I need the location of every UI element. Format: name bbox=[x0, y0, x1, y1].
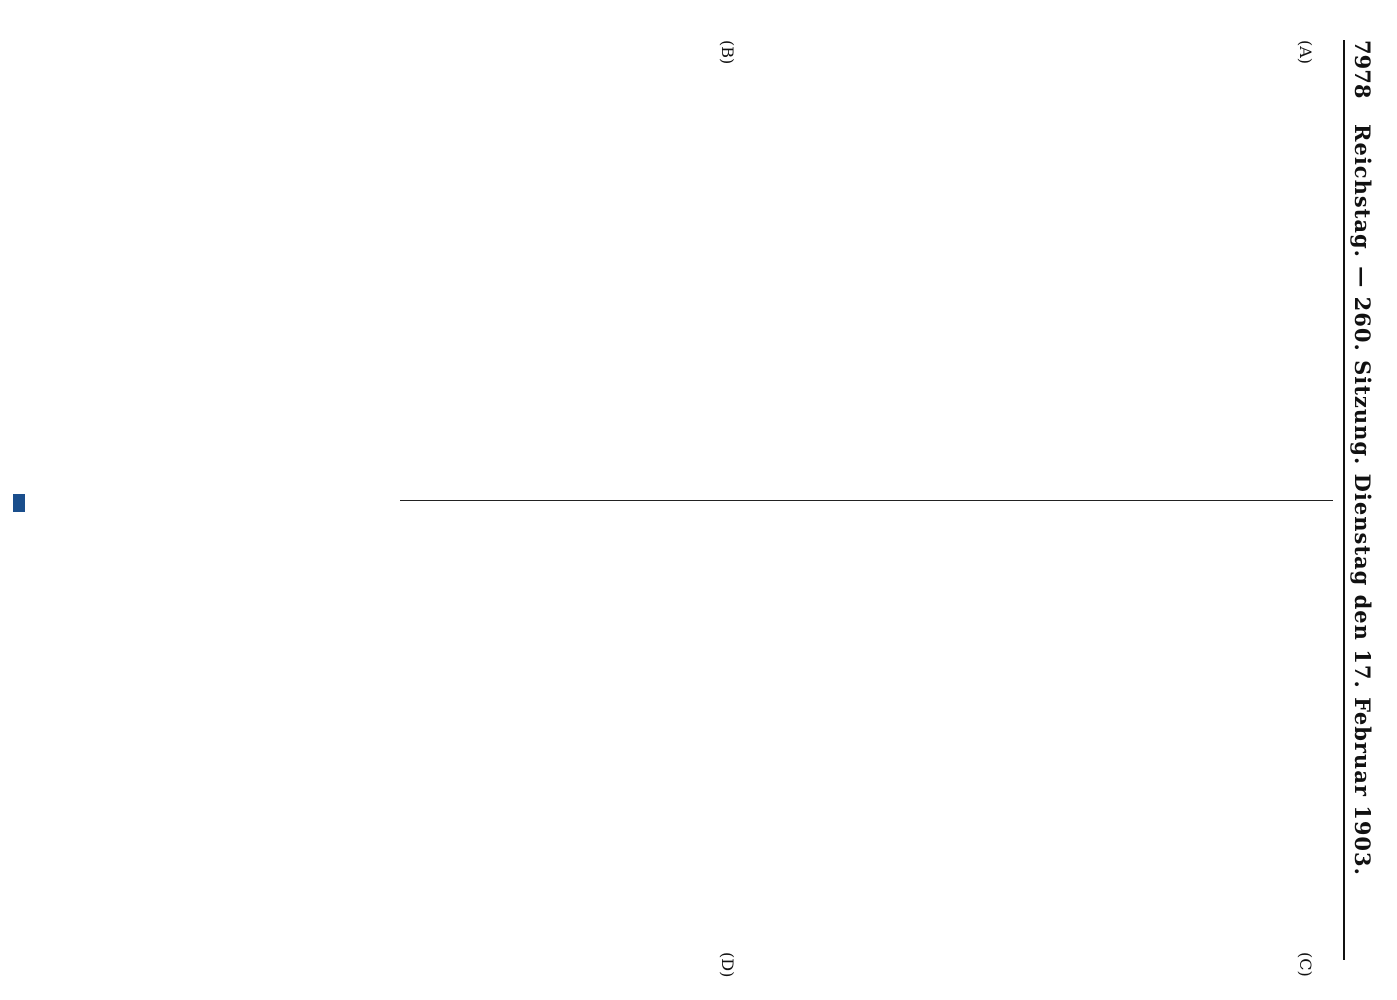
margin-marker-c: (C) bbox=[1296, 952, 1315, 977]
page-header bbox=[1343, 40, 1379, 960]
dfg-logo bbox=[13, 494, 25, 512]
table-cell bbox=[1151, 604, 1171, 638]
body-paragraph bbox=[1154, 90, 1175, 498]
body-paragraph bbox=[1109, 90, 1130, 498]
table-row bbox=[1151, 570, 1171, 672]
body-paragraph bbox=[1290, 510, 1311, 918]
body-paragraph bbox=[1199, 510, 1220, 918]
body-paragraph bbox=[1132, 90, 1153, 498]
statistics-table-wrapper bbox=[1111, 510, 1171, 918]
body-paragraph bbox=[1177, 510, 1198, 918]
page-title: Reichstag. — 260. Sitzung. Dienstag den 17. Februar 1903. bbox=[1350, 124, 1375, 876]
list-item bbox=[1222, 510, 1243, 918]
body-paragraph bbox=[1267, 90, 1288, 498]
table-cell bbox=[1111, 604, 1131, 638]
list-item bbox=[1245, 510, 1266, 918]
margin-marker-d: (D) bbox=[718, 952, 737, 978]
margin-marker-a: (A) bbox=[1296, 40, 1315, 65]
body-paragraph bbox=[1177, 90, 1198, 498]
right-text-column bbox=[30, 510, 1333, 918]
table-row bbox=[1111, 570, 1131, 672]
table-cell bbox=[1111, 638, 1131, 672]
column-divider bbox=[400, 500, 1333, 501]
table-cell bbox=[1131, 570, 1151, 604]
body-paragraph bbox=[1062, 510, 1083, 918]
list-item bbox=[1267, 510, 1288, 918]
body-paragraph bbox=[1245, 90, 1266, 498]
table-cell bbox=[1131, 638, 1151, 672]
body-paragraph bbox=[1222, 90, 1243, 498]
page-number: 7978 bbox=[1350, 40, 1375, 99]
digitization-credit bbox=[6, 40, 26, 960]
body-paragraph bbox=[1312, 510, 1333, 918]
body-paragraph bbox=[1084, 510, 1105, 918]
table-cell bbox=[1131, 604, 1151, 638]
left-text-column bbox=[30, 90, 1333, 498]
speaker-label bbox=[1312, 90, 1333, 498]
table-cell bbox=[1111, 570, 1131, 604]
margin-marker-b: (B) bbox=[718, 40, 737, 65]
statistics-table bbox=[1111, 570, 1171, 672]
body-paragraph bbox=[1290, 90, 1311, 498]
table-cell bbox=[1151, 570, 1171, 604]
body-paragraph bbox=[1199, 90, 1220, 498]
table-row bbox=[1131, 570, 1151, 672]
table-cell bbox=[1151, 638, 1171, 672]
